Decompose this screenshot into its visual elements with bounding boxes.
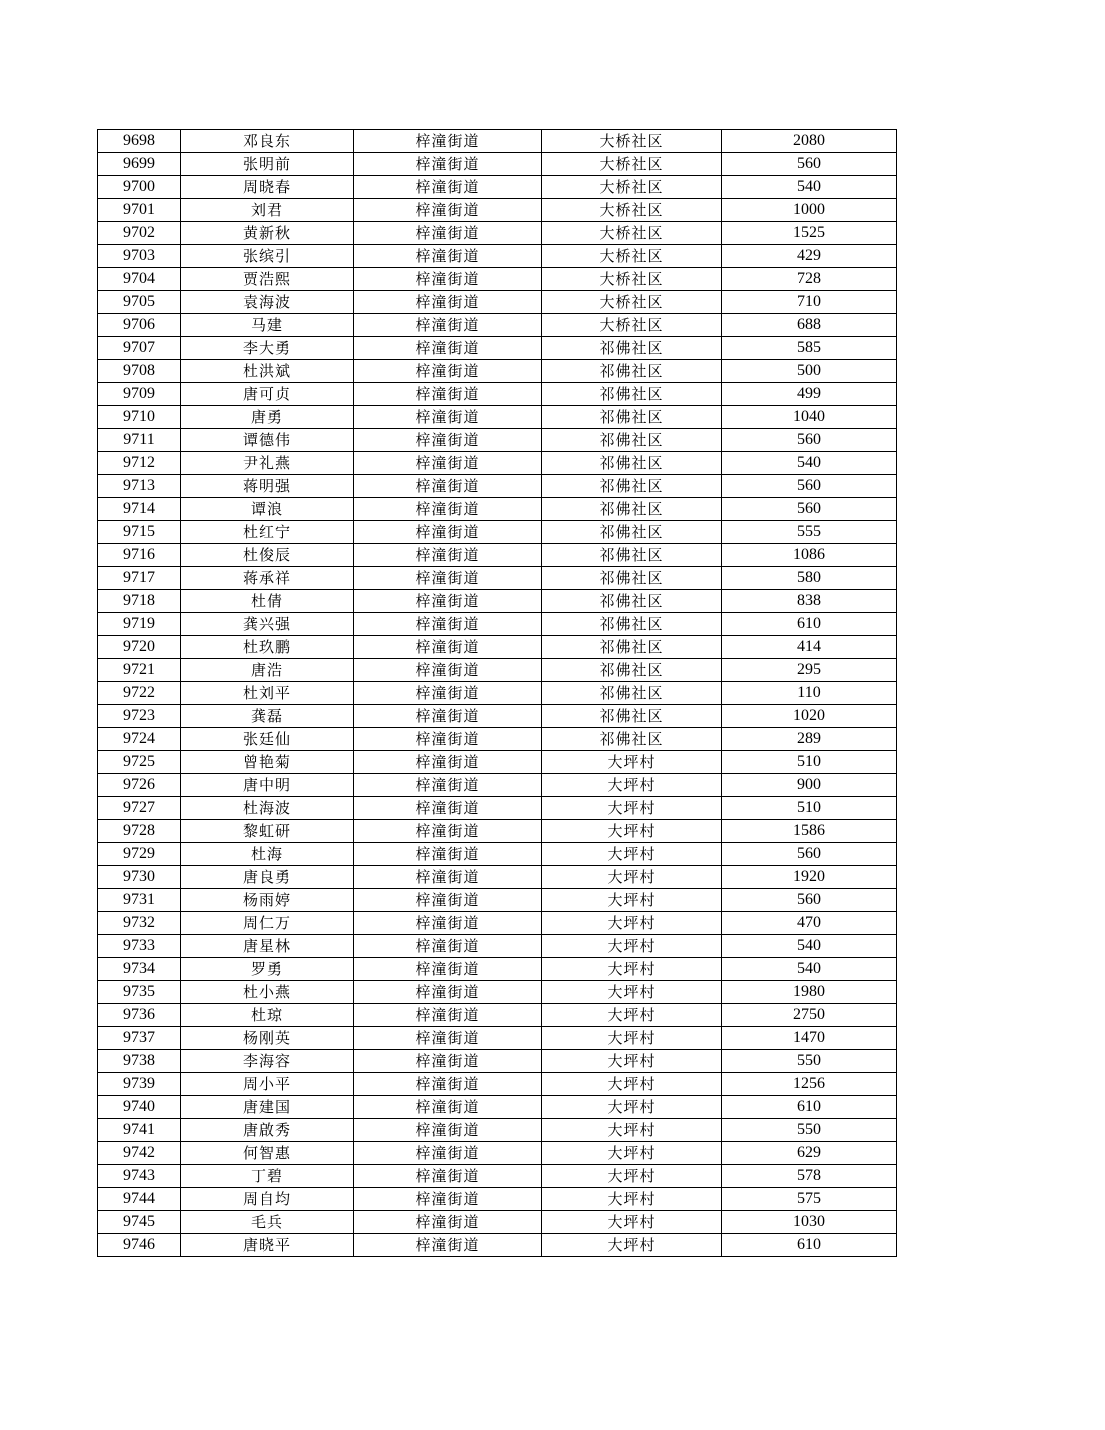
- street-cell: 梓潼街道: [354, 728, 542, 751]
- street-cell: 梓潼街道: [354, 843, 542, 866]
- name-cell: 丁碧: [181, 1165, 354, 1188]
- name-cell: 尹礼燕: [181, 452, 354, 475]
- table-row: [98, 590, 897, 613]
- data-table-container: [97, 129, 897, 1257]
- table-row: [98, 1073, 897, 1096]
- name-cell: 张缤引: [181, 245, 354, 268]
- name-cell: 张明前: [181, 153, 354, 176]
- amount-cell: 610: [722, 1096, 897, 1119]
- name-cell: 唐勇: [181, 406, 354, 429]
- community-cell: 祁佛社区: [542, 452, 722, 475]
- amount-cell: 610: [722, 1234, 897, 1257]
- name-cell: 杜俊辰: [181, 544, 354, 567]
- amount-cell: 550: [722, 1119, 897, 1142]
- name-cell: 杜玖鹏: [181, 636, 354, 659]
- name-cell: 杜红宁: [181, 521, 354, 544]
- table-row: [98, 935, 897, 958]
- name-cell: 杨雨婷: [181, 889, 354, 912]
- name-cell: 黄新秋: [181, 222, 354, 245]
- serial-number-cell: 9715: [98, 521, 181, 544]
- serial-number-cell: 9742: [98, 1142, 181, 1165]
- serial-number-cell: 9731: [98, 889, 181, 912]
- street-cell: 梓潼街道: [354, 1004, 542, 1027]
- serial-number-cell: 9711: [98, 429, 181, 452]
- name-cell: 谭浪: [181, 498, 354, 521]
- table-row: [98, 1027, 897, 1050]
- table-row: [98, 1165, 897, 1188]
- community-cell: 大桥社区: [542, 153, 722, 176]
- name-cell: 唐可贞: [181, 383, 354, 406]
- name-cell: 蒋承祥: [181, 567, 354, 590]
- community-cell: 大桥社区: [542, 268, 722, 291]
- table-row: [98, 222, 897, 245]
- serial-number-cell: 9722: [98, 682, 181, 705]
- street-cell: 梓潼街道: [354, 590, 542, 613]
- community-cell: 大坪村: [542, 843, 722, 866]
- serial-number-cell: 9730: [98, 866, 181, 889]
- community-cell: 大坪村: [542, 1119, 722, 1142]
- amount-cell: 110: [722, 682, 897, 705]
- serial-number-cell: 9716: [98, 544, 181, 567]
- community-cell: 大坪村: [542, 797, 722, 820]
- amount-cell: 560: [722, 498, 897, 521]
- table-body: [98, 130, 897, 1257]
- community-cell: 祁佛社区: [542, 337, 722, 360]
- amount-cell: 540: [722, 935, 897, 958]
- community-cell: 祁佛社区: [542, 636, 722, 659]
- street-cell: 梓潼街道: [354, 337, 542, 360]
- serial-number-cell: 9745: [98, 1211, 181, 1234]
- community-cell: 大桥社区: [542, 176, 722, 199]
- street-cell: 梓潼街道: [354, 452, 542, 475]
- street-cell: 梓潼街道: [354, 544, 542, 567]
- serial-number-cell: 9699: [98, 153, 181, 176]
- name-cell: 毛兵: [181, 1211, 354, 1234]
- street-cell: 梓潼街道: [354, 889, 542, 912]
- community-cell: 大坪村: [542, 1073, 722, 1096]
- community-cell: 大坪村: [542, 1234, 722, 1257]
- community-cell: 大坪村: [542, 751, 722, 774]
- amount-cell: 629: [722, 1142, 897, 1165]
- amount-cell: 1020: [722, 705, 897, 728]
- community-cell: 大桥社区: [542, 245, 722, 268]
- amount-cell: 470: [722, 912, 897, 935]
- amount-cell: 1030: [722, 1211, 897, 1234]
- street-cell: 梓潼街道: [354, 383, 542, 406]
- table-row: [98, 498, 897, 521]
- street-cell: 梓潼街道: [354, 866, 542, 889]
- amount-cell: 414: [722, 636, 897, 659]
- community-cell: 大坪村: [542, 981, 722, 1004]
- table-row: [98, 337, 897, 360]
- serial-number-cell: 9741: [98, 1119, 181, 1142]
- table-row: [98, 866, 897, 889]
- table-row: [98, 774, 897, 797]
- table-row: [98, 1096, 897, 1119]
- serial-number-cell: 9724: [98, 728, 181, 751]
- table-row: [98, 843, 897, 866]
- street-cell: 梓潼街道: [354, 245, 542, 268]
- name-cell: 张廷仙: [181, 728, 354, 751]
- table-row: [98, 751, 897, 774]
- amount-cell: 500: [722, 360, 897, 383]
- table-row: [98, 475, 897, 498]
- community-cell: 祁佛社区: [542, 383, 722, 406]
- amount-cell: 580: [722, 567, 897, 590]
- community-cell: 大桥社区: [542, 314, 722, 337]
- name-cell: 袁海波: [181, 291, 354, 314]
- table-row: [98, 176, 897, 199]
- amount-cell: 560: [722, 153, 897, 176]
- serial-number-cell: 9714: [98, 498, 181, 521]
- name-cell: 谭德伟: [181, 429, 354, 452]
- serial-number-cell: 9740: [98, 1096, 181, 1119]
- table-row: [98, 291, 897, 314]
- amount-cell: 1256: [722, 1073, 897, 1096]
- name-cell: 杜海: [181, 843, 354, 866]
- amount-cell: 429: [722, 245, 897, 268]
- table-row: [98, 544, 897, 567]
- serial-number-cell: 9704: [98, 268, 181, 291]
- community-cell: 大坪村: [542, 1027, 722, 1050]
- amount-cell: 1525: [722, 222, 897, 245]
- amount-cell: 578: [722, 1165, 897, 1188]
- street-cell: 梓潼街道: [354, 1211, 542, 1234]
- name-cell: 罗勇: [181, 958, 354, 981]
- community-cell: 祁佛社区: [542, 406, 722, 429]
- table-row: [98, 360, 897, 383]
- community-cell: 大坪村: [542, 866, 722, 889]
- street-cell: 梓潼街道: [354, 291, 542, 314]
- name-cell: 周小平: [181, 1073, 354, 1096]
- name-cell: 龚磊: [181, 705, 354, 728]
- name-cell: 杜刘平: [181, 682, 354, 705]
- community-cell: 大坪村: [542, 1165, 722, 1188]
- community-cell: 祁佛社区: [542, 682, 722, 705]
- serial-number-cell: 9712: [98, 452, 181, 475]
- table-row: [98, 245, 897, 268]
- name-cell: 黎虹研: [181, 820, 354, 843]
- serial-number-cell: 9738: [98, 1050, 181, 1073]
- street-cell: 梓潼街道: [354, 222, 542, 245]
- serial-number-cell: 9709: [98, 383, 181, 406]
- community-cell: 祁佛社区: [542, 590, 722, 613]
- street-cell: 梓潼街道: [354, 314, 542, 337]
- table-row: [98, 659, 897, 682]
- serial-number-cell: 9710: [98, 406, 181, 429]
- street-cell: 梓潼街道: [354, 153, 542, 176]
- name-cell: 唐良勇: [181, 866, 354, 889]
- table-row: [98, 521, 897, 544]
- serial-number-cell: 9718: [98, 590, 181, 613]
- street-cell: 梓潼街道: [354, 1050, 542, 1073]
- amount-cell: 2750: [722, 1004, 897, 1027]
- street-cell: 梓潼街道: [354, 1142, 542, 1165]
- street-cell: 梓潼街道: [354, 360, 542, 383]
- street-cell: 梓潼街道: [354, 613, 542, 636]
- community-cell: 大桥社区: [542, 291, 722, 314]
- name-cell: 曾艳菊: [181, 751, 354, 774]
- community-cell: 祁佛社区: [542, 429, 722, 452]
- amount-cell: 2080: [722, 130, 897, 153]
- street-cell: 梓潼街道: [354, 1165, 542, 1188]
- community-cell: 大坪村: [542, 774, 722, 797]
- table-row: [98, 199, 897, 222]
- table-row: [98, 383, 897, 406]
- serial-number-cell: 9708: [98, 360, 181, 383]
- serial-number-cell: 9706: [98, 314, 181, 337]
- table-row: [98, 705, 897, 728]
- street-cell: 梓潼街道: [354, 797, 542, 820]
- amount-cell: 585: [722, 337, 897, 360]
- serial-number-cell: 9735: [98, 981, 181, 1004]
- serial-number-cell: 9719: [98, 613, 181, 636]
- name-cell: 唐星林: [181, 935, 354, 958]
- name-cell: 周自均: [181, 1188, 354, 1211]
- street-cell: 梓潼街道: [354, 659, 542, 682]
- street-cell: 梓潼街道: [354, 820, 542, 843]
- street-cell: 梓潼街道: [354, 636, 542, 659]
- amount-cell: 1920: [722, 866, 897, 889]
- amount-cell: 499: [722, 383, 897, 406]
- street-cell: 梓潼街道: [354, 199, 542, 222]
- community-cell: 祁佛社区: [542, 475, 722, 498]
- amount-cell: 550: [722, 1050, 897, 1073]
- amount-cell: 540: [722, 958, 897, 981]
- street-cell: 梓潼街道: [354, 130, 542, 153]
- table-row: [98, 429, 897, 452]
- amount-cell: 900: [722, 774, 897, 797]
- table-row: [98, 130, 897, 153]
- street-cell: 梓潼街道: [354, 912, 542, 935]
- table-row: [98, 636, 897, 659]
- street-cell: 梓潼街道: [354, 935, 542, 958]
- amount-cell: 1040: [722, 406, 897, 429]
- serial-number-cell: 9733: [98, 935, 181, 958]
- community-cell: 大坪村: [542, 1188, 722, 1211]
- street-cell: 梓潼街道: [354, 1234, 542, 1257]
- serial-number-cell: 9746: [98, 1234, 181, 1257]
- name-cell: 杜琼: [181, 1004, 354, 1027]
- name-cell: 何智惠: [181, 1142, 354, 1165]
- amount-cell: 610: [722, 613, 897, 636]
- amount-cell: 1000: [722, 199, 897, 222]
- community-cell: 大坪村: [542, 1004, 722, 1027]
- amount-cell: 540: [722, 452, 897, 475]
- community-cell: 大坪村: [542, 820, 722, 843]
- amount-cell: 560: [722, 843, 897, 866]
- amount-cell: 510: [722, 797, 897, 820]
- amount-cell: 560: [722, 475, 897, 498]
- serial-number-cell: 9725: [98, 751, 181, 774]
- community-cell: 大坪村: [542, 935, 722, 958]
- table-row: [98, 153, 897, 176]
- street-cell: 梓潼街道: [354, 1073, 542, 1096]
- table-row: [98, 958, 897, 981]
- name-cell: 杜海波: [181, 797, 354, 820]
- serial-number-cell: 9726: [98, 774, 181, 797]
- community-cell: 祁佛社区: [542, 567, 722, 590]
- serial-number-cell: 9736: [98, 1004, 181, 1027]
- table-row: [98, 406, 897, 429]
- name-cell: 周仁万: [181, 912, 354, 935]
- community-cell: 祁佛社区: [542, 659, 722, 682]
- table-row: [98, 567, 897, 590]
- community-cell: 大坪村: [542, 1211, 722, 1234]
- serial-number-cell: 9728: [98, 820, 181, 843]
- table-row: [98, 1142, 897, 1165]
- community-cell: 大坪村: [542, 1142, 722, 1165]
- street-cell: 梓潼街道: [354, 498, 542, 521]
- serial-number-cell: 9744: [98, 1188, 181, 1211]
- street-cell: 梓潼街道: [354, 176, 542, 199]
- serial-number-cell: 9720: [98, 636, 181, 659]
- name-cell: 唐啟秀: [181, 1119, 354, 1142]
- name-cell: 刘君: [181, 199, 354, 222]
- street-cell: 梓潼街道: [354, 475, 542, 498]
- amount-cell: 510: [722, 751, 897, 774]
- name-cell: 唐建国: [181, 1096, 354, 1119]
- name-cell: 贾浩熙: [181, 268, 354, 291]
- table-row: [98, 268, 897, 291]
- community-cell: 大桥社区: [542, 199, 722, 222]
- street-cell: 梓潼街道: [354, 406, 542, 429]
- name-cell: 李海容: [181, 1050, 354, 1073]
- name-cell: 马建: [181, 314, 354, 337]
- serial-number-cell: 9707: [98, 337, 181, 360]
- street-cell: 梓潼街道: [354, 1027, 542, 1050]
- name-cell: 唐中明: [181, 774, 354, 797]
- table-row: [98, 981, 897, 1004]
- street-cell: 梓潼街道: [354, 521, 542, 544]
- name-cell: 杜倩: [181, 590, 354, 613]
- amount-cell: 1586: [722, 820, 897, 843]
- serial-number-cell: 9734: [98, 958, 181, 981]
- serial-number-cell: 9703: [98, 245, 181, 268]
- street-cell: 梓潼街道: [354, 705, 542, 728]
- community-cell: 祁佛社区: [542, 613, 722, 636]
- name-cell: 邓良东: [181, 130, 354, 153]
- street-cell: 梓潼街道: [354, 567, 542, 590]
- serial-number-cell: 9701: [98, 199, 181, 222]
- serial-number-cell: 9702: [98, 222, 181, 245]
- name-cell: 唐晓平: [181, 1234, 354, 1257]
- amount-cell: 540: [722, 176, 897, 199]
- community-cell: 祁佛社区: [542, 360, 722, 383]
- street-cell: 梓潼街道: [354, 981, 542, 1004]
- community-cell: 祁佛社区: [542, 728, 722, 751]
- table-row: [98, 797, 897, 820]
- street-cell: 梓潼街道: [354, 1119, 542, 1142]
- community-cell: 大坪村: [542, 958, 722, 981]
- amount-cell: 295: [722, 659, 897, 682]
- amount-cell: 289: [722, 728, 897, 751]
- table-row: [98, 1234, 897, 1257]
- name-cell: 周晓春: [181, 176, 354, 199]
- community-cell: 大坪村: [542, 889, 722, 912]
- table-row: [98, 682, 897, 705]
- name-cell: 李大勇: [181, 337, 354, 360]
- amount-cell: 1470: [722, 1027, 897, 1050]
- community-cell: 大桥社区: [542, 222, 722, 245]
- table-row: [98, 1119, 897, 1142]
- serial-number-cell: 9705: [98, 291, 181, 314]
- amount-cell: 560: [722, 889, 897, 912]
- serial-number-cell: 9739: [98, 1073, 181, 1096]
- community-cell: 大桥社区: [542, 130, 722, 153]
- amount-cell: 710: [722, 291, 897, 314]
- community-cell: 祁佛社区: [542, 544, 722, 567]
- community-cell: 大坪村: [542, 1050, 722, 1073]
- street-cell: 梓潼街道: [354, 1096, 542, 1119]
- serial-number-cell: 9717: [98, 567, 181, 590]
- table-row: [98, 1188, 897, 1211]
- serial-number-cell: 9727: [98, 797, 181, 820]
- data-table: [97, 129, 897, 1257]
- serial-number-cell: 9729: [98, 843, 181, 866]
- name-cell: 唐浩: [181, 659, 354, 682]
- table-row: [98, 728, 897, 751]
- name-cell: 杜洪斌: [181, 360, 354, 383]
- table-row: [98, 1050, 897, 1073]
- table-row: [98, 1004, 897, 1027]
- amount-cell: 1980: [722, 981, 897, 1004]
- serial-number-cell: 9721: [98, 659, 181, 682]
- name-cell: 蒋明强: [181, 475, 354, 498]
- amount-cell: 838: [722, 590, 897, 613]
- community-cell: 祁佛社区: [542, 498, 722, 521]
- serial-number-cell: 9732: [98, 912, 181, 935]
- street-cell: 梓潼街道: [354, 682, 542, 705]
- community-cell: 祁佛社区: [542, 705, 722, 728]
- serial-number-cell: 9737: [98, 1027, 181, 1050]
- table-row: [98, 314, 897, 337]
- amount-cell: 688: [722, 314, 897, 337]
- serial-number-cell: 9713: [98, 475, 181, 498]
- community-cell: 大坪村: [542, 912, 722, 935]
- street-cell: 梓潼街道: [354, 774, 542, 797]
- community-cell: 大坪村: [542, 1096, 722, 1119]
- serial-number-cell: 9723: [98, 705, 181, 728]
- street-cell: 梓潼街道: [354, 751, 542, 774]
- serial-number-cell: 9700: [98, 176, 181, 199]
- amount-cell: 555: [722, 521, 897, 544]
- name-cell: 龚兴强: [181, 613, 354, 636]
- amount-cell: 560: [722, 429, 897, 452]
- table-row: [98, 1211, 897, 1234]
- table-row: [98, 452, 897, 475]
- street-cell: 梓潼街道: [354, 1188, 542, 1211]
- street-cell: 梓潼街道: [354, 268, 542, 291]
- serial-number-cell: 9743: [98, 1165, 181, 1188]
- street-cell: 梓潼街道: [354, 429, 542, 452]
- table-row: [98, 889, 897, 912]
- amount-cell: 728: [722, 268, 897, 291]
- street-cell: 梓潼街道: [354, 958, 542, 981]
- community-cell: 祁佛社区: [542, 521, 722, 544]
- name-cell: 杜小燕: [181, 981, 354, 1004]
- table-row: [98, 613, 897, 636]
- serial-number-cell: 9698: [98, 130, 181, 153]
- table-row: [98, 820, 897, 843]
- amount-cell: 1086: [722, 544, 897, 567]
- amount-cell: 575: [722, 1188, 897, 1211]
- table-row: [98, 912, 897, 935]
- name-cell: 杨刚英: [181, 1027, 354, 1050]
